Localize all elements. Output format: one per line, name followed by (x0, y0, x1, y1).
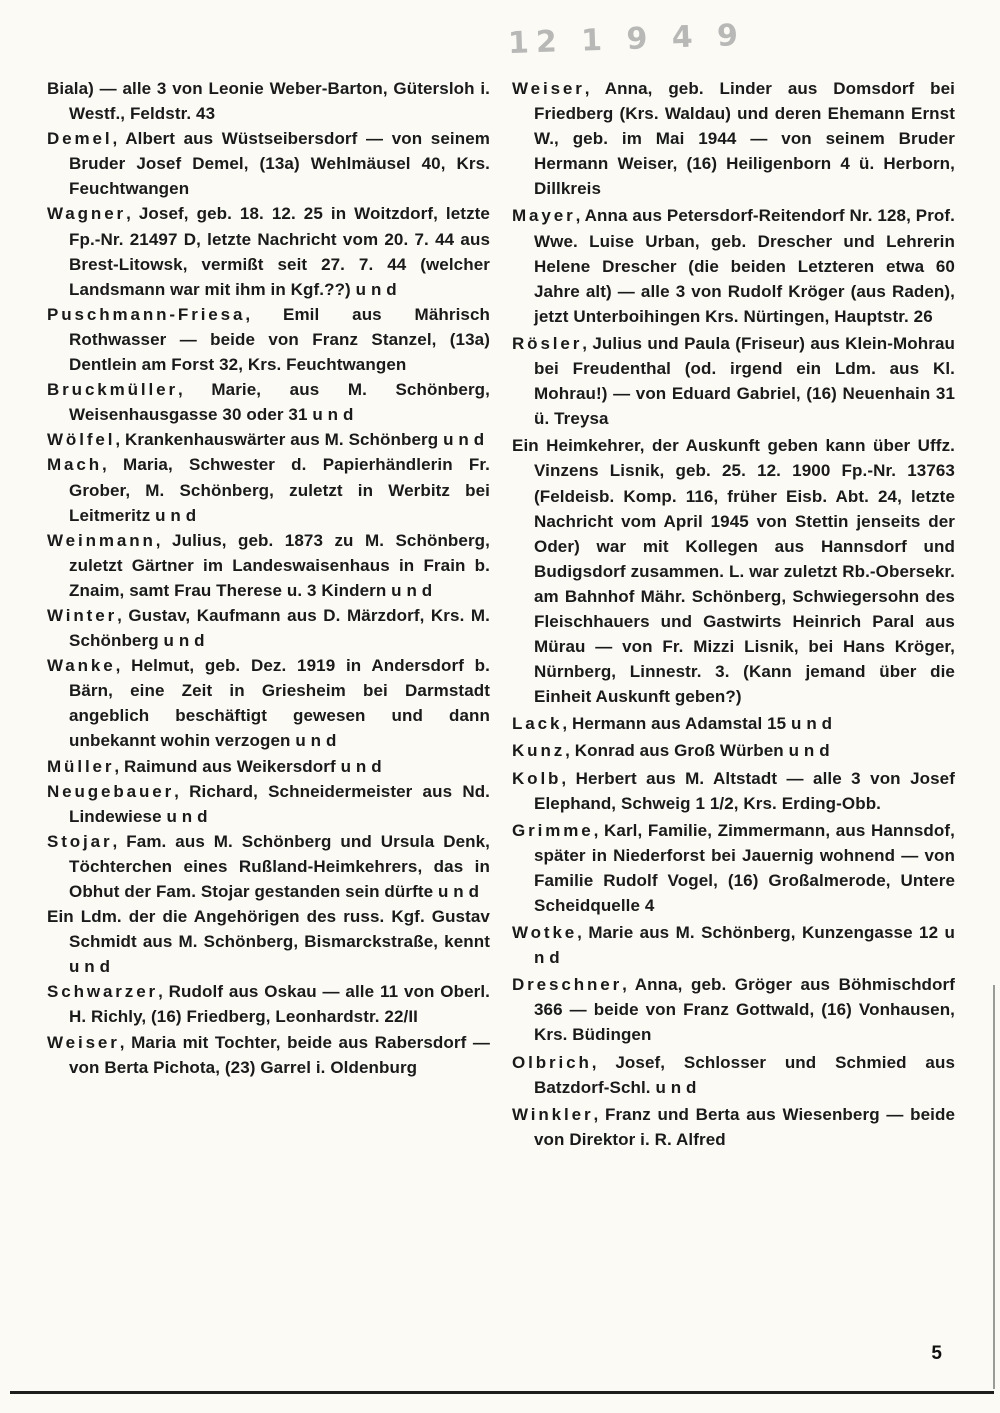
entry-text: , Raimund aus Weikersdorf u n d (114, 756, 382, 776)
entry-text: , Gustav, Kaufmann aus D. Märzdorf, Krs. M. Schönberg u n d (69, 605, 490, 651)
entry (512, 331, 955, 431)
entry (512, 972, 955, 1047)
text-columns (47, 76, 955, 1152)
entry-text: , Karl, Familie, Zimmermann, aus Hannsdof, später in Niederforst bei Jauernig wohnend — von Familie Rudolf Vogel, (16) Großalmerode, Untere Scheidquelle 4 (534, 820, 955, 915)
entry-surname: Puschmann-Friesa (47, 304, 246, 324)
entry-text: , Anna, geb. Gröger aus Böhmischdorf 366 — beide von Franz Gottwald, (16) Vonhausen, Krs. Büdingen (534, 975, 955, 1045)
entry (47, 76, 490, 126)
entry (47, 904, 490, 979)
entry (47, 829, 490, 904)
bottom-rule (10, 1391, 994, 1394)
entry-text: , Julius und Paula (Friseur) aus Klein-Mohrau bei Freudenthal (od. irgend ein Ldm. aus Kl. Mohrau!) — von Eduard Gabriel, (16) Neuenhain 31 ü. Treysa (534, 333, 955, 429)
entry (512, 203, 955, 328)
entry (47, 427, 490, 452)
scan-edge-artifact (993, 985, 995, 1389)
entry (512, 1050, 955, 1100)
entry-text: , Josef, geb. 18. 12. 25 in Woitzdorf, letzte Fp.-Nr. 21497 D, letzte Nachricht vom 20. 7. 44 aus Brest-Litowsk, vermißt seit 27. 7. 44 (welcher Landsmann war mit ihm in Kgf.??) u n d (69, 204, 490, 299)
entry-text: , Albert aus Wüstseibersdorf — von seinem Bruder Josef Demel, (13a) Wehlmäusel 40, Krs. Feuchtwangen (69, 129, 490, 199)
entry-surname: Stojar (47, 831, 113, 851)
entry-surname: Müller (47, 756, 115, 776)
entry-text: , Maria, Schwester d. Papierhändlerin Fr. Grober, M. Schönberg, zuletzt in Werbitz bei Leitmeritz u n d (69, 455, 490, 525)
entry-text: , Rudolf aus Oskau — alle 11 von Oberl. H. Richly, (16) Friedberg, Leonhardstr. 22/II (69, 982, 490, 1027)
entry-surname: Winter (47, 605, 118, 625)
entry (47, 302, 490, 377)
entry-text: , Anna, geb. Linder aus Domsdorf bei Friedberg (Krs. Waldau) und deren Ehemann Ernst W., geb. im Mai 1944 — von seinem Bruder Hermann Weiser, (16) Heiligenborn 4 ü. Herborn, Dillkreis (534, 79, 955, 199)
entry (47, 779, 490, 829)
right-column (512, 76, 955, 1152)
entry-text: Ein Heimkehrer, der Auskunft geben kann über Uffz. Vinzens Lisnik, geb. 25. 12. 1900 Fp.-Nr. 13763 (Feldeisb. Komp. 116, früher Eisb. Abt. 24, letzte Nachricht vom April 1945 von Stettin jenseits der Oder) war mit Kollegen aus Hannsdorf und Budigsdorf zusammen. L. war zuletzt Rb.-Obersekr. am Bahnhof Mähr. Schönberg, Schwiegersohn des Fleischhauers und Gastwirts Heinrich Paral aus Mürau — von Fr. Mizzi Lisnik, bei Hans Kröger, Nürnberg, Linnestr. 3. (Kann jemand über die Einheit Auskunft geben?) (512, 436, 955, 707)
entry (512, 76, 955, 201)
entry-surname: Olbrich (512, 1052, 592, 1072)
entry (47, 377, 490, 427)
entry-text: , Hermann aus Adamstal 15 u n d (562, 714, 833, 734)
entry-surname: Weiser (47, 1032, 120, 1052)
entry (512, 766, 955, 816)
entry-text: , Maria mit Tochter, beide aus Rabersdorf — von Berta Pichota, (23) Garrel i. Oldenburg (69, 1032, 490, 1077)
entry-text: , Herbert aus M. Altstadt — alle 3 von Josef Elephand, Schweig 1 1/2, Krs. Erding-Obb. (534, 768, 955, 813)
entry-text: , Josef, Schlosser und Schmied aus Batzdorf-Schl. u n d (534, 1052, 955, 1097)
entry-surname: Kunz (512, 741, 566, 761)
entry-text: , Franz und Berta aus Wiesenberg — beide von Direktor i. R. Alfred (534, 1104, 955, 1149)
entry-text: , Richard, Schneidermeister aus Nd. Lindewiese u n d (69, 781, 490, 826)
entry-surname: Winkler (512, 1104, 594, 1124)
entry-text: , Anna aus Petersdorf-Reitendorf Nr. 128, Prof. Wwe. Luise Urban, geb. Drescher und Lehrerin Helene Drescher (die beiden Letzteren etwa 60 Jahre alt) — alle 3 von Rudolf Kröger (aus Raden), jetzt Unterboihingen Krs. Nürtingen, Hauptstr. 26 (534, 206, 955, 326)
entry-surname: Weinmann (47, 530, 156, 550)
entry (512, 433, 955, 709)
entry-surname: Neugebauer (47, 781, 175, 801)
entry-surname: Wagner (47, 204, 127, 224)
entry-surname: Demel (47, 129, 113, 149)
entry-surname: Wotke (512, 923, 578, 943)
entry-surname: Kolb (512, 768, 562, 788)
entry-surname: Mach (47, 455, 103, 475)
entry-surname: Schwarzer (47, 982, 159, 1002)
entry-surname: Mayer (512, 206, 576, 226)
entry (47, 754, 490, 779)
entry-surname: Bruckmüller (47, 380, 178, 400)
entry (512, 711, 955, 736)
entry-text: , Krankenhauswärter aus M. Schönberg u n d (115, 430, 485, 450)
entry (47, 979, 490, 1029)
entry-text: , Julius, geb. 1873 zu M. Schönberg, zuletzt Gärtner im Landeswaisenhaus in Frain b. Znaim, samt Frau Therese u. 3 Kindern u n d (69, 530, 490, 600)
entry (47, 1030, 490, 1080)
entry (47, 528, 490, 603)
entry (47, 653, 490, 753)
entry-surname: Grimme (512, 820, 594, 840)
entry (512, 738, 955, 763)
entry (47, 452, 490, 527)
entry-text: Ein Ldm. der die Angehörigen des russ. Kgf. Gustav Schmidt aus M. Schönberg, Bismarckstraße, kennt u n d (47, 907, 490, 977)
entry (47, 126, 490, 201)
entry-text: , Marie, aus M. Schönberg, Weisenhausgasse 30 oder 31 u n d (69, 380, 490, 425)
entry-text: , Helmut, geb. Dez. 1919 in Andersdorf b. Bärn, eine Zeit in Griesheim bei Darmstadt angeblich beschäftigt gewesen und dann unbekannt wohin verzogen u n d (69, 656, 490, 751)
entry-text: , Fam. aus M. Schönberg und Ursula Denk, Töchterchen eines Rußland-Heimkehrers, das in Obhut der Fam. Stojar gestanden sein dürfte u n d (69, 831, 490, 901)
entry-surname: Rösler (512, 333, 583, 353)
entry-surname: Wanke (47, 656, 116, 676)
left-column (47, 76, 490, 1152)
entry-text: , Emil aus Mährisch Rothwasser — beide von Franz Stanzel, (13a) Dentlein am Forst 32, Krs. Feuchtwangen (69, 304, 490, 375)
entry-text: Biala) — alle 3 von Leonie Weber-Barton, Gütersloh i. Westf., Feldstr. 43 (47, 79, 490, 124)
entry (47, 603, 490, 653)
entry (47, 201, 490, 301)
entry (512, 818, 955, 918)
entry-surname: Dreschner (512, 975, 623, 995)
page-number: 5 (931, 1343, 942, 1364)
date-stamp: 12 1 9 4 9 (507, 17, 746, 62)
entry-text: , Marie aus M. Schönberg, Kunzengasse 12 u n d (534, 923, 955, 968)
entry (512, 1102, 955, 1152)
entry-surname: Wölfel (47, 430, 116, 450)
entry-surname: Weiser (512, 79, 585, 98)
entry-surname: Lack (512, 714, 563, 734)
entry (512, 920, 955, 970)
entry-text: , Konrad aus Groß Würben u n d (565, 741, 830, 761)
